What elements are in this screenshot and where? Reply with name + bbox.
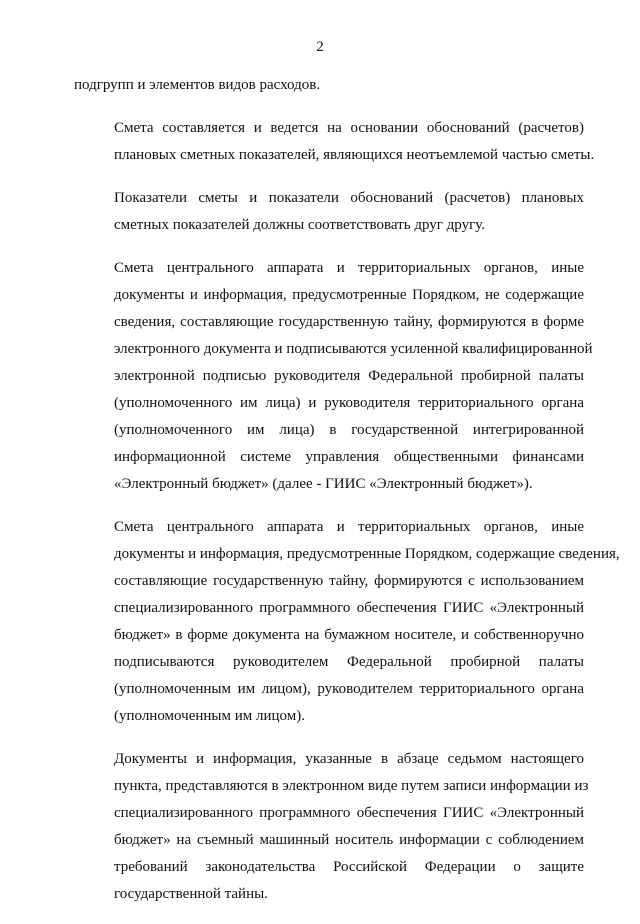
text-line: (уполномоченного им лица) в государственной интегрированной — [114, 422, 584, 438]
text-line: Смета центрального аппарата и территориальных органов, иные — [114, 260, 584, 276]
text-line: документы и информация, предусмотренные Порядком, содержащие сведения, — [114, 546, 620, 562]
text-line: бюджет» на съемный машинный носитель информации с соблюдением — [114, 832, 584, 848]
page-number: 2 — [316, 39, 324, 55]
text-line: пункта, представляются в электронном виде путем записи информации из — [114, 778, 589, 794]
text-line: (уполномоченным им лицом), руководителем территориального органа — [114, 681, 584, 697]
paragraph — [74, 746, 589, 908]
text-line: составляющие государственную тайну, формируются с использованием — [114, 573, 584, 589]
paragraph — [74, 115, 595, 169]
paragraph — [74, 255, 593, 498]
text-line: Документы и информация, указанные в абзаце седьмом настоящего — [114, 751, 584, 767]
text-line: электронной подписью руководителя Федеральной пробирной палаты — [114, 368, 584, 384]
document-body — [74, 72, 620, 924]
text-line: электронного документа и подписываются усиленной квалифицированной — [114, 341, 593, 357]
text-line: «Электронный бюджет» (далее - ГИИС «Электронный бюджет»). — [114, 476, 533, 492]
paragraph — [74, 185, 584, 239]
text-line: плановых сметных показателей, являющихся неотъемлемой частью сметы. — [114, 147, 595, 163]
text-line: информационной системе управления общественными финансами — [114, 449, 584, 465]
text-line: Смета центрального аппарата и территориальных органов, иные — [114, 519, 584, 535]
text-line: бюджет» в форме документа на бумажном носителе, и собственноручно — [114, 627, 584, 643]
text-line: Смета составляется и ведется на основании обоснований (расчетов) — [114, 120, 584, 136]
text-line: документы и информация, предусмотренные Порядком, не содержащие — [114, 287, 584, 303]
text-line: специализированного программного обеспечения ГИИС «Электронный — [114, 805, 584, 821]
text-line: государственной тайны. — [114, 886, 268, 902]
text-line: подгрупп и элементов видов расходов. — [74, 77, 321, 93]
text-line: подписываются руководителем Федеральной пробирной палаты — [114, 654, 584, 670]
text-line: сметных показателей должны соответствовать друг другу. — [114, 217, 486, 233]
text-line: сведения, составляющие государственную тайну, формируются в форме — [114, 314, 584, 330]
text-line: Показатели сметы и показатели обоснований (расчетов) плановых — [114, 190, 584, 206]
paragraph — [74, 514, 620, 730]
text-line: (уполномоченного им лица) и руководителя территориального органа — [114, 395, 584, 411]
paragraph — [74, 72, 584, 99]
text-line: (уполномоченным им лицом). — [114, 708, 305, 724]
text-line: требований законодательства Российской Федерации о защите — [114, 859, 584, 875]
text-line: специализированного программного обеспечения ГИИС «Электронный — [114, 600, 584, 616]
